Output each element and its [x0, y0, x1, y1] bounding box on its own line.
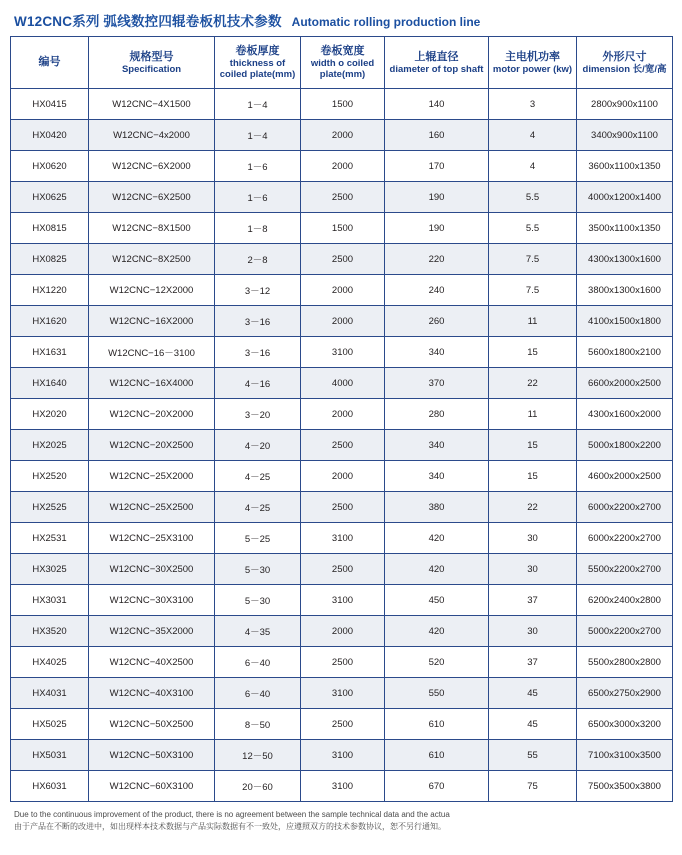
table-cell: 5－25	[215, 523, 301, 554]
table-cell: 3100	[301, 523, 385, 554]
table-cell: W12CNC−16－3100	[89, 337, 215, 368]
table-cell: HX1220	[11, 275, 89, 306]
table-cell: HX5031	[11, 740, 89, 771]
table-cell: W12CNC−16X2000	[89, 306, 215, 337]
table-cell: 340	[385, 337, 489, 368]
column-header-dimension	[577, 37, 673, 89]
table-cell: 4000x1200x1400	[577, 182, 673, 213]
table-cell: HX4025	[11, 647, 89, 678]
table-header-row	[11, 37, 673, 89]
table-cell: W12CNC−25X2000	[89, 461, 215, 492]
table-cell: 190	[385, 213, 489, 244]
table-cell: 3800x1300x1600	[577, 275, 673, 306]
table-cell: HX0625	[11, 182, 89, 213]
table-row	[11, 306, 673, 337]
table-cell: 5.5	[489, 213, 577, 244]
table-cell: 6200x2400x2800	[577, 585, 673, 616]
table-cell: 2000	[301, 461, 385, 492]
column-header-motor-power	[489, 37, 577, 89]
table-cell: 15	[489, 461, 577, 492]
table-cell: W12CNC−50X3100	[89, 740, 215, 771]
title-chinese: W12CNC系列 弧线数控四辊卷板机技术参数	[14, 14, 282, 29]
table-cell: 340	[385, 461, 489, 492]
table-row	[11, 275, 673, 306]
column-header-motor-power-cn: 主电机功率	[505, 50, 560, 63]
table-cell: 2000	[301, 151, 385, 182]
table-cell: W12CNC−12X2000	[89, 275, 215, 306]
table-cell: 6－40	[215, 678, 301, 709]
table-cell: W12CNC−6X2000	[89, 151, 215, 182]
table-cell: 11	[489, 399, 577, 430]
table-cell: HX2525	[11, 492, 89, 523]
table-cell: 170	[385, 151, 489, 182]
table-cell: 6－40	[215, 647, 301, 678]
table-cell: 4－16	[215, 368, 301, 399]
table-row	[11, 678, 673, 709]
table-cell: 420	[385, 523, 489, 554]
table-cell: 2500	[301, 492, 385, 523]
table-cell: W12CNC−4x2000	[89, 120, 215, 151]
table-cell: 5－30	[215, 554, 301, 585]
table-row	[11, 399, 673, 430]
table-row	[11, 337, 673, 368]
table-cell: 3100	[301, 585, 385, 616]
table-cell: 5.5	[489, 182, 577, 213]
table-row	[11, 244, 673, 275]
table-cell: HX2020	[11, 399, 89, 430]
table-cell: 6500x2750x2900	[577, 678, 673, 709]
table-cell: 30	[489, 523, 577, 554]
table-cell: 7.5	[489, 275, 577, 306]
table-cell: HX2520	[11, 461, 89, 492]
table-row	[11, 368, 673, 399]
table-body	[11, 89, 673, 802]
table-row	[11, 771, 673, 802]
table-cell: 3－16	[215, 306, 301, 337]
title-english: Automatic rolling production line	[291, 15, 481, 29]
column-header-dimension-en: dimension 长/宽/高	[582, 63, 667, 75]
column-header-width-cn: 卷板宽度	[320, 45, 365, 57]
table-cell: 6000x2200x2700	[577, 492, 673, 523]
table-row	[11, 213, 673, 244]
table-cell: 2000	[301, 616, 385, 647]
table-cell: 260	[385, 306, 489, 337]
table-cell: 30	[489, 554, 577, 585]
table-row	[11, 709, 673, 740]
table-cell: 5500x2200x2700	[577, 554, 673, 585]
table-cell: 140	[385, 89, 489, 120]
table-cell: 15	[489, 337, 577, 368]
column-header-width	[301, 37, 385, 89]
column-header-specification-en: Specification	[121, 63, 182, 75]
table-cell: 1－8	[215, 213, 301, 244]
table-cell: 2500	[301, 647, 385, 678]
table-cell: 4000	[301, 368, 385, 399]
table-cell: 2500	[301, 182, 385, 213]
column-header-top-shaft-diameter-cn: 上辊直径	[414, 50, 459, 63]
table-cell: 610	[385, 709, 489, 740]
table-cell: 3100	[301, 337, 385, 368]
table-cell: 2000	[301, 275, 385, 306]
table-cell: 380	[385, 492, 489, 523]
table-cell: HX3025	[11, 554, 89, 585]
table-row	[11, 554, 673, 585]
table-cell: 2－8	[215, 244, 301, 275]
table-cell: 1500	[301, 89, 385, 120]
table-cell: 220	[385, 244, 489, 275]
table-cell: 3－12	[215, 275, 301, 306]
table-cell: HX3520	[11, 616, 89, 647]
specification-table	[10, 36, 673, 802]
table-cell: 37	[489, 585, 577, 616]
column-header-code-cn: 编号	[38, 56, 61, 69]
column-header-width-en: width o coiled plate(mm)	[310, 57, 375, 81]
table-cell: 6500x3000x3200	[577, 709, 673, 740]
table-cell: W12CNC−8X1500	[89, 213, 215, 244]
table-cell: HX3031	[11, 585, 89, 616]
table-cell: 3100	[301, 678, 385, 709]
table-cell: HX6031	[11, 771, 89, 802]
table-cell: W12CNC−30X3100	[89, 585, 215, 616]
table-cell: W12CNC−35X2000	[89, 616, 215, 647]
table-cell: 5－30	[215, 585, 301, 616]
table-cell: 1－4	[215, 120, 301, 151]
footnote-line-cn: 由于产品在不断的改进中，如出现样本技术数据与产品实际数据有不一致处，应遵照双方的技术参数协议，恕不另行通知。	[14, 822, 446, 832]
table-cell: 22	[489, 492, 577, 523]
table-cell: HX2531	[11, 523, 89, 554]
table-cell: 2000	[301, 306, 385, 337]
table-cell: 450	[385, 585, 489, 616]
table-cell: 7100x3100x3500	[577, 740, 673, 771]
footnote-line-en: Due to the continuous improvement of the product, there is no agreement between the sample technical data and the actua	[14, 810, 450, 820]
table-cell: 2000	[301, 399, 385, 430]
table-cell: 6000x2200x2700	[577, 523, 673, 554]
table-row	[11, 740, 673, 771]
table-cell: 22	[489, 368, 577, 399]
table-cell: 4	[489, 151, 577, 182]
table-cell: 280	[385, 399, 489, 430]
table-cell: 1－4	[215, 89, 301, 120]
table-cell: 3－20	[215, 399, 301, 430]
page-title	[10, 8, 672, 36]
table-cell: 4－35	[215, 616, 301, 647]
table-cell: HX2025	[11, 430, 89, 461]
table-cell: 11	[489, 306, 577, 337]
table-cell: HX0825	[11, 244, 89, 275]
table-cell: HX4031	[11, 678, 89, 709]
column-header-thickness	[215, 37, 301, 89]
table-cell: 5600x1800x2100	[577, 337, 673, 368]
table-cell: 37	[489, 647, 577, 678]
table-cell: 420	[385, 616, 489, 647]
table-row	[11, 647, 673, 678]
table-cell: 1500	[301, 213, 385, 244]
table-cell: HX5025	[11, 709, 89, 740]
table-cell: 3100	[301, 771, 385, 802]
table-cell: 55	[489, 740, 577, 771]
column-header-thickness-cn: 卷板厚度	[235, 45, 280, 57]
column-header-motor-power-en: motor power (kw)	[492, 63, 573, 75]
table-cell: W12CNC−4X1500	[89, 89, 215, 120]
table-cell: 8－50	[215, 709, 301, 740]
table-row	[11, 151, 673, 182]
table-cell: W12CNC−40X3100	[89, 678, 215, 709]
table-cell: HX1631	[11, 337, 89, 368]
table-row	[11, 430, 673, 461]
table-cell: 4－25	[215, 461, 301, 492]
footnote	[10, 809, 672, 833]
table-cell: 3	[489, 89, 577, 120]
table-cell: 160	[385, 120, 489, 151]
column-header-code	[11, 37, 89, 89]
table-cell: W12CNC−60X3100	[89, 771, 215, 802]
table-cell: HX0620	[11, 151, 89, 182]
table-row	[11, 492, 673, 523]
table-cell: 1－6	[215, 182, 301, 213]
table-header	[11, 37, 673, 89]
column-header-specification	[89, 37, 215, 89]
table-cell: 520	[385, 647, 489, 678]
table-cell: 7.5	[489, 244, 577, 275]
table-cell: HX0815	[11, 213, 89, 244]
column-header-top-shaft-diameter	[385, 37, 489, 89]
table-cell: 30	[489, 616, 577, 647]
table-cell: 3500x1100x1350	[577, 213, 673, 244]
table-row	[11, 120, 673, 151]
table-cell: 2000	[301, 120, 385, 151]
table-cell: 4－20	[215, 430, 301, 461]
table-row	[11, 585, 673, 616]
table-cell: 15	[489, 430, 577, 461]
table-cell: 3100	[301, 740, 385, 771]
column-header-specification-cn: 规格型号	[129, 50, 174, 63]
column-header-thickness-en: thickness of coiled plate(mm)	[219, 57, 296, 81]
table-cell: 2500	[301, 244, 385, 275]
table-cell: 4100x1500x1800	[577, 306, 673, 337]
table-cell: 2500	[301, 709, 385, 740]
table-cell: 190	[385, 182, 489, 213]
table-cell: HX1620	[11, 306, 89, 337]
table-cell: 240	[385, 275, 489, 306]
table-cell: W12CNC−25X2500	[89, 492, 215, 523]
table-cell: 670	[385, 771, 489, 802]
table-row	[11, 182, 673, 213]
table-cell: 340	[385, 430, 489, 461]
table-cell: 75	[489, 771, 577, 802]
table-row	[11, 89, 673, 120]
table-cell: W12CNC−20X2000	[89, 399, 215, 430]
table-cell: HX0415	[11, 89, 89, 120]
table-cell: 12－50	[215, 740, 301, 771]
table-cell: 1－6	[215, 151, 301, 182]
table-cell: 2800x900x1100	[577, 89, 673, 120]
table-cell: W12CNC−8X2500	[89, 244, 215, 275]
table-cell: W12CNC−25X3100	[89, 523, 215, 554]
table-cell: 4300x1600x2000	[577, 399, 673, 430]
table-cell: 6600x2000x2500	[577, 368, 673, 399]
column-header-dimension-cn: 外形尺寸	[602, 50, 647, 63]
table-cell: 4600x2000x2500	[577, 461, 673, 492]
table-cell: 550	[385, 678, 489, 709]
column-header-top-shaft-diameter-en: diameter of top shaft	[389, 63, 484, 75]
table-cell: 3600x1100x1350	[577, 151, 673, 182]
table-cell: 370	[385, 368, 489, 399]
table-cell: 4300x1300x1600	[577, 244, 673, 275]
table-row	[11, 523, 673, 554]
table-cell: 20－60	[215, 771, 301, 802]
table-cell: HX1640	[11, 368, 89, 399]
table-cell: 2500	[301, 430, 385, 461]
table-cell: 4	[489, 120, 577, 151]
table-cell: 2500	[301, 554, 385, 585]
table-cell: 4－25	[215, 492, 301, 523]
table-cell: 45	[489, 678, 577, 709]
table-cell: 5000x1800x2200	[577, 430, 673, 461]
table-cell: 420	[385, 554, 489, 585]
table-cell: 7500x3500x3800	[577, 771, 673, 802]
table-cell: W12CNC−40X2500	[89, 647, 215, 678]
table-cell: 5500x2800x2800	[577, 647, 673, 678]
table-cell: W12CNC−16X4000	[89, 368, 215, 399]
table-cell: 45	[489, 709, 577, 740]
table-cell: 5000x2200x2700	[577, 616, 673, 647]
table-cell: 3－16	[215, 337, 301, 368]
table-cell: 610	[385, 740, 489, 771]
table-row	[11, 461, 673, 492]
table-row	[11, 616, 673, 647]
table-cell: W12CNC−6X2500	[89, 182, 215, 213]
table-cell: W12CNC−20X2500	[89, 430, 215, 461]
table-cell: W12CNC−50X2500	[89, 709, 215, 740]
table-cell: 3400x900x1100	[577, 120, 673, 151]
table-cell: HX0420	[11, 120, 89, 151]
table-cell: W12CNC−30X2500	[89, 554, 215, 585]
